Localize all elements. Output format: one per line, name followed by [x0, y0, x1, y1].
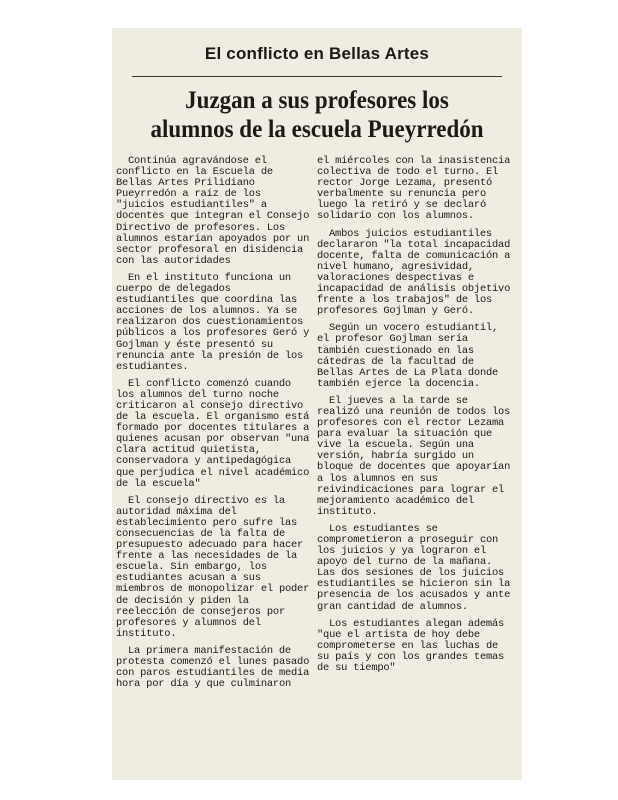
paragraph: el miércoles con la inasistencia colectiva de todo el turno. El rector Jorge Lezama, presentó verbalmente su renuncia pero luego la retiró y se declaró solidario con los alumnos. [317, 155, 511, 223]
paragraph: La primera manifestación de protesta comenzó el lunes pasado con paros estudiantiles de media hora por día y que culminaron [116, 644, 310, 691]
paragraph: Continúa agravándose el conflicto en la Escuela de Bellas Artes Prilidiano Pueyrredón a raíz de los "juicios estudiantiles" a docentes que integran el Consejo Directivo de profesores. Los alumnos estarían apoyados por un sector profesoral en disidencia con las autoridades [116, 155, 310, 267]
paragraph: El consejo directivo es la autoridad máxima del establecimiento pero sufre las consecuencias de la falta de presupuesto adecuado para hacer frente a las necesidades de la escuela. Sin embargo, los estudiantes acusan a sus miembros de monopolizar el poder de decisión y piden la reelección de consejeros por profesores y alumnos del instituto. [116, 494, 310, 640]
headline-line-1: Juzgan a sus profesores los [185, 87, 449, 114]
paragraph: Ambos juicios estudiantiles declararon "la total incapacidad docente, falta de comunicación a nivel humano, agresividad, valoraciones despectivas e incapacidad de análisis objetivo frente a los trabajos" de los profesores Gojlman y Geró. [317, 227, 511, 318]
paragraph: El jueves a la tarde se realizó una reunión de todos los profesores con el rector Lezama para evaluar la situación que vive la escuela. Según una versión, habría surgido un bloque de docentes que apoyarían a los alumnos en sus reivindicaciones para lograr el mejoramiento académico del instituto. [317, 394, 511, 518]
headline [128, 86, 505, 144]
paragraph: Los estudiantes se comprometieron a proseguir con los juicios y ya lograron el apoyo del turno de la mañana. Las dos sesiones de los juicios estudiantiles se hicieron sin la presencia de los acusados y ante gran cantidad de alumnos. [317, 522, 511, 613]
paragraph: Según un vocero estudiantil, el profesor Gojlman sería también cuestionado en las cátedras de la facultad de Bellas Artes de La Plata donde también ejerce la docencia. [317, 322, 499, 390]
kicker-divider [132, 76, 502, 77]
newspaper-clipping [112, 28, 522, 780]
article-column-left [116, 156, 311, 696]
paragraph: En el instituto funciona un cuerpo de delegados estudiantiles que coordina las acciones de los alumnos. Ya se realizaron dos cuestionamientos públicos a los profesores Geró y Gojlman y éste presentó su renuncia ante la presión de los estudiantes. [116, 271, 310, 373]
article-column-right [317, 156, 512, 680]
paragraph: Los estudiantes alegan además "que el artista de hoy debe comprometerse en las luchas de su país y con los grandes temas de su tiempo" [317, 617, 505, 675]
headline-line-2: alumnos de la escuela Pueyrredón [150, 116, 484, 143]
section-kicker: El conflicto en Bellas Artes [204, 44, 430, 63]
paragraph: El conflicto comenzó cuando los alumnos del turno noche criticaron al consejo directivo de la escuela. El organismo está formado por docentes titulares a quienes acusan por observan "una clara actitud quietista, conservadora y antipedagógica que perjudica el nivel académico de la escuela" [116, 377, 310, 490]
